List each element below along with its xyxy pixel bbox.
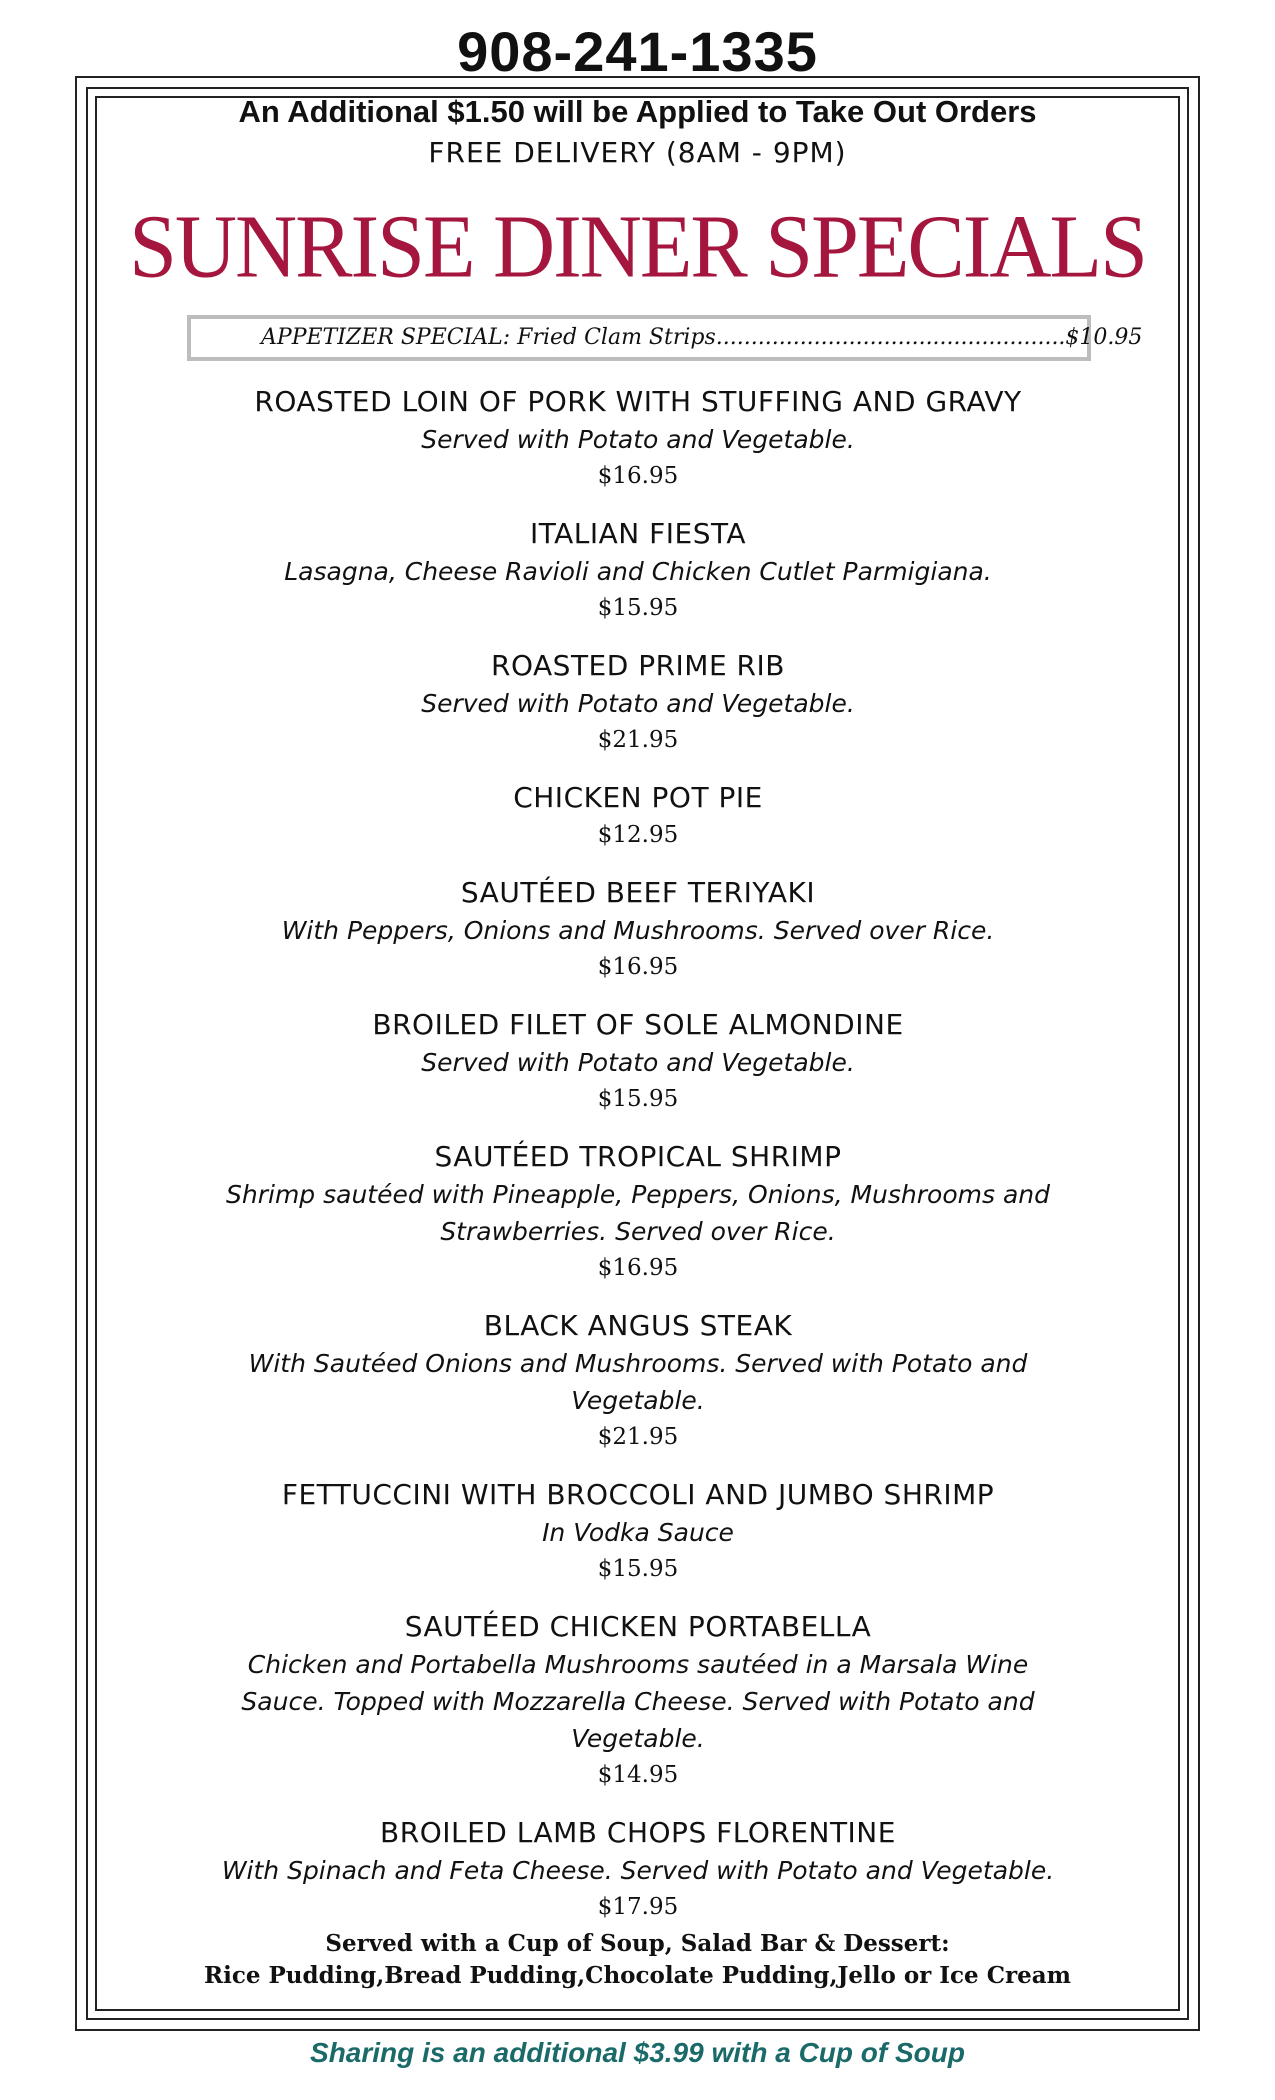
menu-item bbox=[110, 1006, 1166, 1117]
dish-description: Shrimp sautéed with Pineapple, Peppers, Onions, Mushrooms and Strawberries. Served over Rice. bbox=[226, 1180, 1050, 1246]
dish-price: $16.95 bbox=[597, 463, 679, 489]
dish-description: Chicken and Portabella Mushrooms sautéed in a Marsala Wine Sauce. Topped with Mozzarella Cheese. Served with Potato and Vegetable. bbox=[241, 1650, 1035, 1753]
dish-name: BROILED LAMB CHOPS FLORENTINE bbox=[380, 1816, 896, 1849]
menu-item bbox=[110, 874, 1166, 985]
menu-item bbox=[110, 647, 1166, 758]
menu-item bbox=[110, 1814, 1166, 1925]
dish-description: In Vodka Sauce bbox=[542, 1518, 734, 1547]
dish-name: ROASTED LOIN OF PORK WITH STUFFING AND GRAVY bbox=[254, 385, 1022, 418]
menu-item bbox=[110, 383, 1166, 494]
dish-price: $21.95 bbox=[597, 727, 679, 753]
dish-name: SAUTÉED CHICKEN PORTABELLA bbox=[404, 1610, 872, 1643]
served-with-note bbox=[0, 1928, 1275, 1992]
delivery-notice: FREE DELIVERY (8AM - 9PM) bbox=[428, 136, 847, 169]
menu-item bbox=[110, 779, 1166, 853]
dish-name: BROILED FILET OF SOLE ALMONDINE bbox=[372, 1008, 904, 1041]
dish-name: ROASTED PRIME RIB bbox=[491, 649, 785, 682]
dish-price: $14.95 bbox=[597, 1762, 679, 1788]
menu-item bbox=[110, 1476, 1166, 1587]
dish-description: Served with Potato and Vegetable. bbox=[421, 425, 855, 454]
dish-price: $15.95 bbox=[597, 1556, 679, 1582]
dish-name: SAUTÉED TROPICAL SHRIMP bbox=[434, 1140, 842, 1173]
dish-price: $16.95 bbox=[597, 1255, 679, 1281]
dish-price: $15.95 bbox=[597, 1086, 679, 1112]
menu-item bbox=[110, 515, 1166, 626]
served-line-1: Served with a Cup of Soup, Salad Bar & Dessert: bbox=[325, 1930, 950, 1957]
dish-price: $21.95 bbox=[597, 1424, 679, 1450]
dish-price: $12.95 bbox=[597, 822, 679, 848]
dish-name: ITALIAN FIESTA bbox=[529, 517, 747, 550]
dish-description: With Peppers, Onions and Mushrooms. Served over Rice. bbox=[281, 916, 995, 945]
dish-price: $17.95 bbox=[597, 1894, 679, 1920]
specials-list bbox=[110, 383, 1166, 1946]
menu-item bbox=[110, 1307, 1166, 1455]
takeout-notice: An Additional $1.50 will be Applied to Take Out Orders bbox=[238, 94, 1037, 129]
menu-item bbox=[110, 1138, 1166, 1286]
dish-name: BLACK ANGUS STEAK bbox=[483, 1309, 793, 1342]
phone-number: 908-241-1335 bbox=[457, 20, 818, 83]
dish-price: $16.95 bbox=[597, 954, 679, 980]
dish-description: With Spinach and Feta Cheese. Served with Potato and Vegetable. bbox=[221, 1856, 1055, 1885]
dish-description: Served with Potato and Vegetable. bbox=[421, 689, 855, 718]
dish-description: Lasagna, Cheese Ravioli and Chicken Cutlet Parmigiana. bbox=[284, 557, 992, 586]
appetizer-special: APPETIZER SPECIAL: Fried Clam Strips..................................................$10.95 bbox=[187, 315, 1091, 361]
dish-name: CHICKEN POT PIE bbox=[513, 781, 763, 814]
dish-name: SAUTÉED BEEF TERIYAKI bbox=[460, 876, 816, 909]
dish-name: FETTUCCINI WITH BROCCOLI AND JUMBO SHRIMP bbox=[281, 1478, 995, 1511]
dish-description: With Sautéed Onions and Mushrooms. Served with Potato and Vegetable. bbox=[248, 1349, 1028, 1415]
served-line-2: Rice Pudding,Bread Pudding,Chocolate Pudding,Jello or Ice Cream bbox=[204, 1962, 1071, 1989]
dish-description: Served with Potato and Vegetable. bbox=[421, 1048, 855, 1077]
menu-item bbox=[110, 1608, 1166, 1793]
menu-title: SUNRISE DINER SPECIALS bbox=[129, 195, 1146, 297]
dish-price: $15.95 bbox=[597, 595, 679, 621]
sharing-note: Sharing is an additional $3.99 with a Cup of Soup bbox=[310, 2037, 965, 2068]
